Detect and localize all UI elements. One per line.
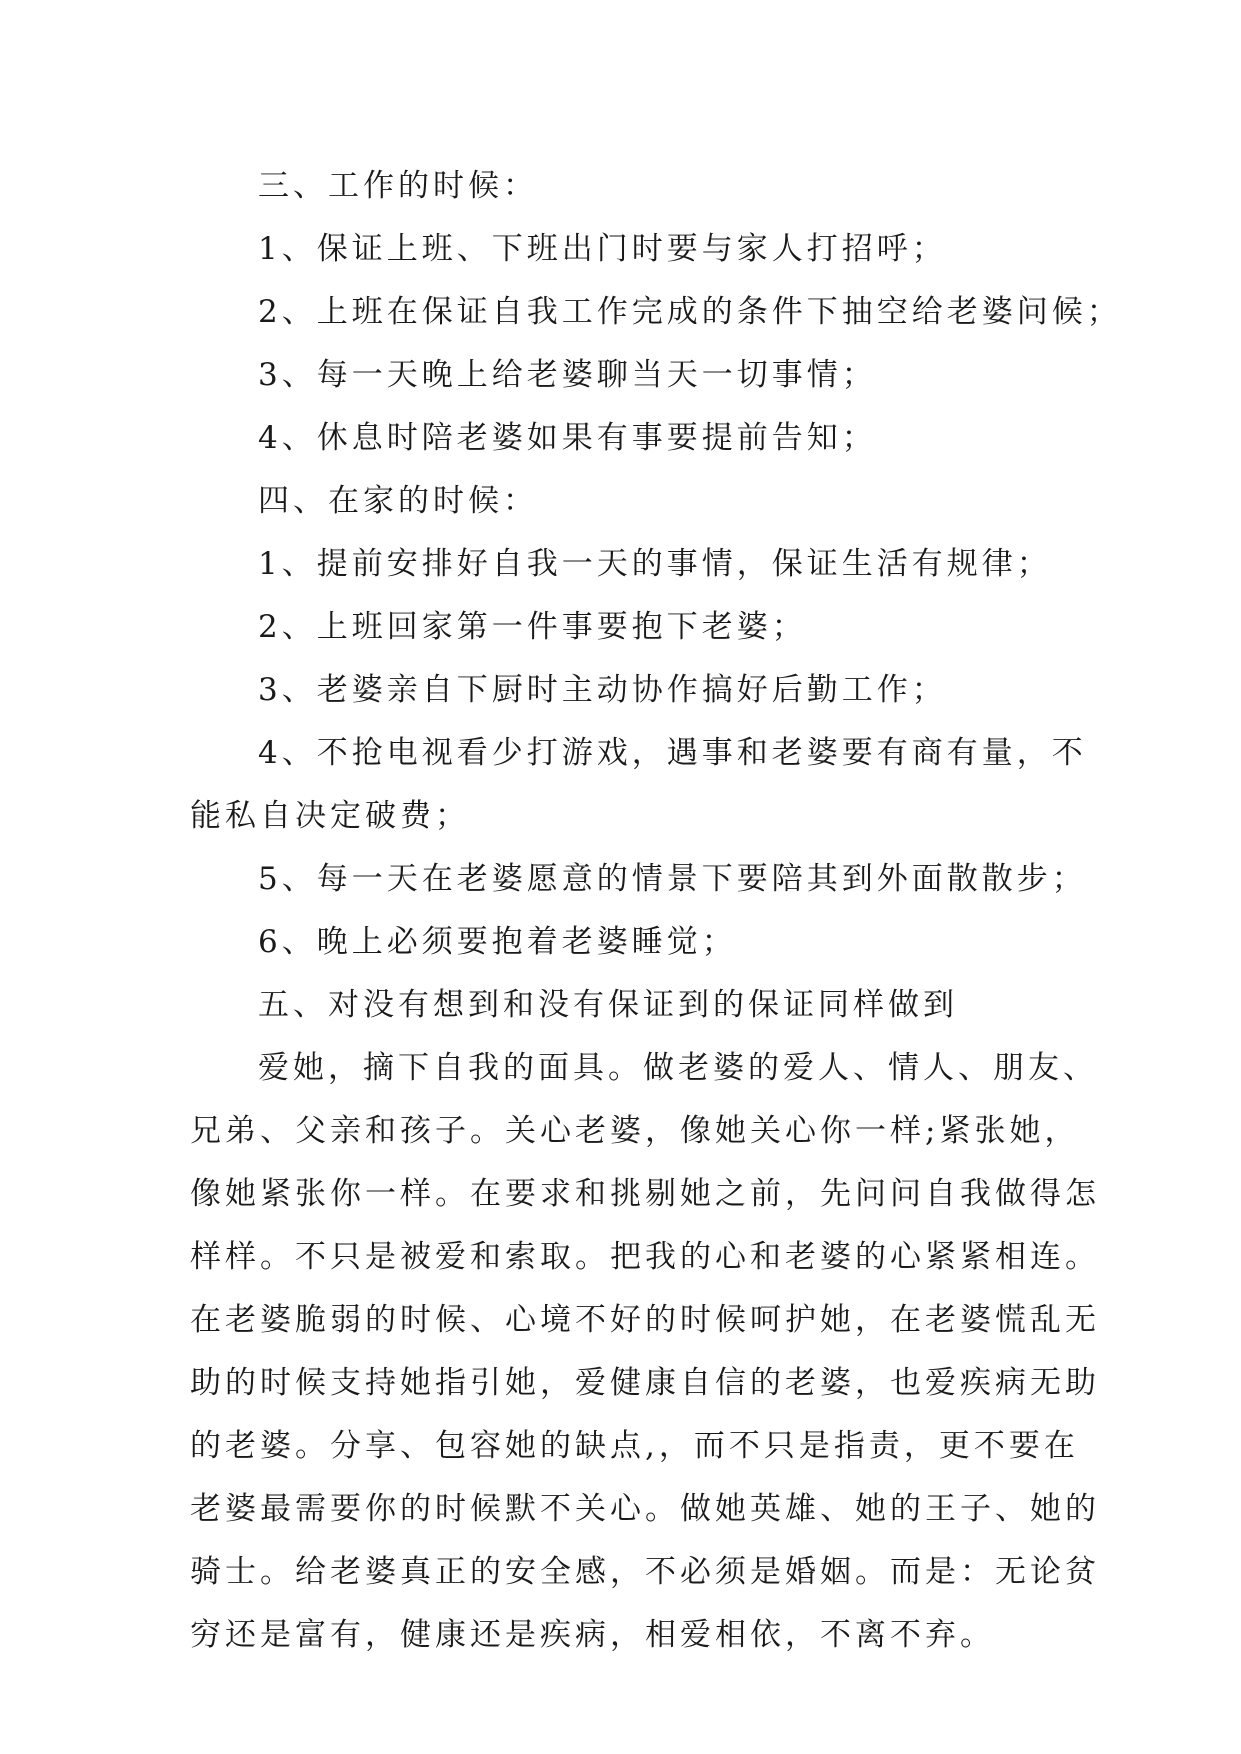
list-item: 5、每一天在老婆愿意的情景下要陪其到外面散散步； <box>258 861 1087 897</box>
list-item: 4、休息时陪老婆如果有事要提前告知； <box>258 420 877 456</box>
paragraph-line: 老婆最需要你的时候默不关心。做她英雄、她的王子、她的 <box>190 1491 1100 1527</box>
list-item: 3、每一天晚上给老婆聊当天一切事情； <box>258 357 877 393</box>
paragraph-line: 的老婆。分享、包容她的缺点,，而不只是指责，更不要在 <box>190 1428 1079 1464</box>
list-item: 4、不抢电视看少打游戏，遇事和老婆要有商有量，不 <box>258 735 1087 771</box>
list-item: 3、老婆亲自下厨时主动协作搞好后勤工作； <box>258 672 947 708</box>
list-item-continuation: 能私自决定破费； <box>190 798 470 834</box>
list-item: 1、保证上班、下班出门时要与家人打招呼； <box>258 231 947 267</box>
list-item: 2、上班在保证自我工作完成的条件下抽空给老婆问候； <box>258 294 1122 330</box>
section-heading-home: 四、在家的时候： <box>258 483 538 519</box>
paragraph-line: 像她紧张你一样。在要求和挑剔她之前，先问问自我做得怎 <box>190 1176 1100 1212</box>
section-heading-other: 五、对没有想到和没有保证到的保证同样做到 <box>258 987 958 1023</box>
paragraph-line: 助的时候支持她指引她，爱健康自信的老婆，也爱疾病无助 <box>190 1365 1100 1401</box>
list-item: 1、提前安排好自我一天的事情，保证生活有规律； <box>258 546 1052 582</box>
paragraph-line: 兄弟、父亲和孩子。关心老婆，像她关心你一样;紧张她， <box>190 1113 1080 1149</box>
paragraph-line: 在老婆脆弱的时候、心境不好的时候呵护她，在老婆慌乱无 <box>190 1302 1100 1338</box>
section-heading-work: 三、工作的时候： <box>258 168 538 204</box>
paragraph-line: 样样。不只是被爱和索取。把我的心和老婆的心紧紧相连。 <box>190 1239 1100 1275</box>
list-item: 6、晚上必须要抱着老婆睡觉； <box>258 924 737 960</box>
document-body <box>190 155 1122 1667</box>
paragraph-line: 穷还是富有，健康还是疾病，相爱相依，不离不弃。 <box>190 1617 995 1653</box>
list-item: 2、上班回家第一件事要抱下老婆； <box>258 609 807 645</box>
paragraph-line: 爱她，摘下自我的面具。做老婆的爱人、情人、朋友、 <box>258 1050 1098 1086</box>
paragraph-line: 骑士。给老婆真正的安全感，不必须是婚姻。而是：无论贫 <box>190 1554 1100 1590</box>
